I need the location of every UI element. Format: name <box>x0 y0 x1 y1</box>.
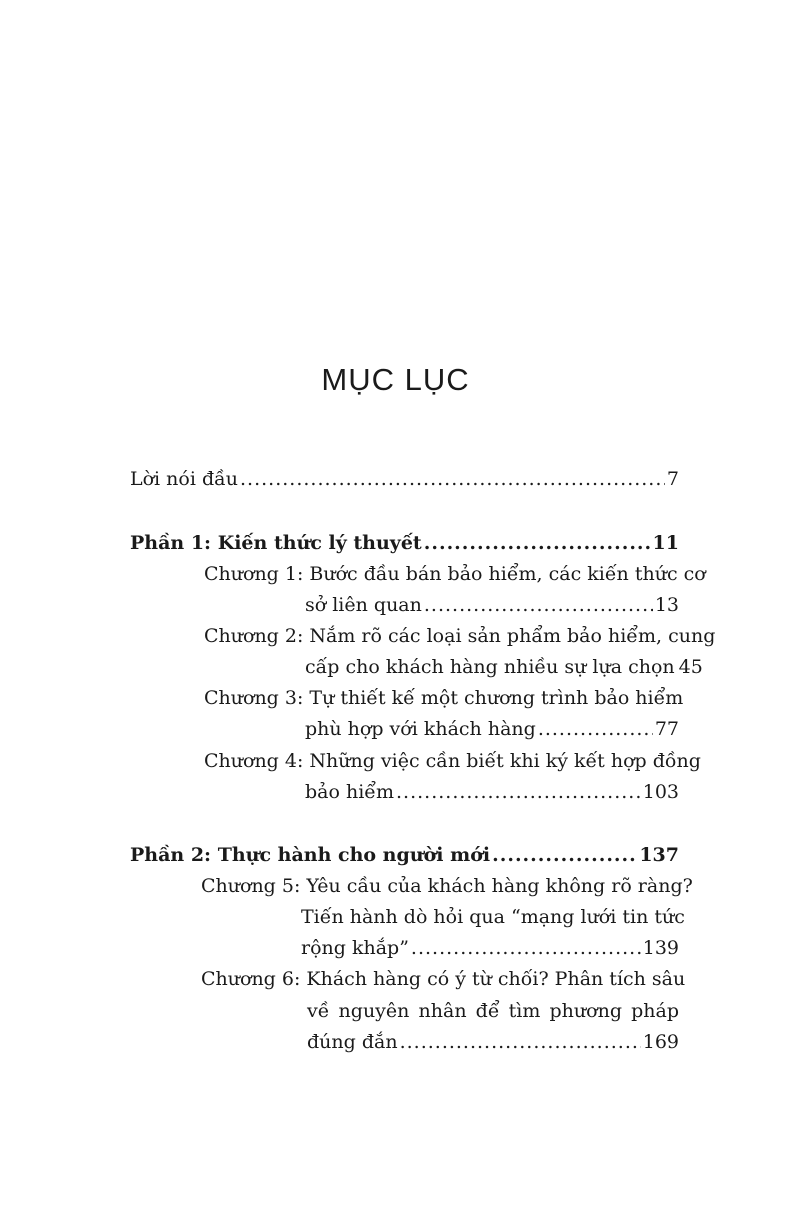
leader-dots <box>424 592 653 618</box>
page-number: 169 <box>642 1031 679 1053</box>
toc-entry-preface[interactable] <box>130 466 679 492</box>
leader-dots <box>396 779 641 805</box>
toc-entry-chapter-3-cont[interactable] <box>305 716 679 742</box>
entry-label: Phần 2: Thực hành cho người mới <box>130 844 491 866</box>
page-number: 45 <box>678 656 703 678</box>
chapter-title-line2: Tiến hành dò hỏi qua “mạng lưới tin tức <box>301 906 685 928</box>
chapter-title-line2: bảo hiểm <box>305 781 394 803</box>
chapter-label: Chương 1: <box>204 563 304 585</box>
leader-dots <box>492 842 637 868</box>
page-number: 137 <box>639 844 679 866</box>
toc-entry-chapter-5-cont1[interactable] <box>301 904 685 930</box>
chapter-title-line3: rộng khắp” <box>301 937 409 959</box>
toc-entry-part-1[interactable] <box>130 530 679 556</box>
toc-entry-chapter-5-cont2[interactable] <box>301 935 679 961</box>
chapter-label: Chương 4: <box>204 750 304 772</box>
chapter-title-line1: Tự thiết kế một chương trình bảo hiểm <box>309 687 684 709</box>
chapter-label: Chương 6: <box>201 968 301 990</box>
chapter-title-line2: về nguyên nhân để tìm phương pháp <box>307 1000 679 1022</box>
page-number: 13 <box>654 594 679 616</box>
toc-entry-chapter-1-cont[interactable] <box>305 592 679 618</box>
toc-title: MỤC LỤC <box>321 362 470 397</box>
chapter-title-line2: phù hợp với khách hàng <box>305 718 536 740</box>
page-number: 77 <box>654 718 679 740</box>
chapter-label: Chương 5: <box>201 875 301 897</box>
toc-entry-chapter-3[interactable] <box>204 685 684 711</box>
toc-entry-chapter-2-cont[interactable] <box>305 654 703 680</box>
toc-entry-part-2[interactable] <box>130 842 679 868</box>
toc-entry-chapter-6-cont1[interactable] <box>307 998 679 1024</box>
leader-dots <box>424 530 651 556</box>
chapter-title-line2: cấp cho khách hàng nhiều sự lựa chọn <box>305 656 675 678</box>
toc-entry-chapter-6[interactable] <box>201 966 686 992</box>
entry-label: Phần 1: Kiến thức lý thuyết <box>130 532 422 554</box>
page-number: 139 <box>642 937 679 959</box>
toc-entry-chapter-5[interactable] <box>201 873 693 899</box>
toc-entry-chapter-1[interactable] <box>204 561 706 587</box>
chapter-title-line1: Khách hàng có ý từ chối? Phân tích sâu <box>306 968 686 990</box>
entry-label: Lời nói đầu <box>130 468 239 490</box>
chapter-label: Chương 3: <box>204 687 304 709</box>
page-number: 11 <box>652 532 679 554</box>
chapter-title-line3: đúng đắn <box>307 1031 398 1053</box>
page-number: 103 <box>642 781 679 803</box>
chapter-label: Chương 2: <box>204 625 304 647</box>
toc-entry-chapter-2[interactable] <box>204 623 716 649</box>
chapter-title-line2: sở liên quan <box>305 594 422 616</box>
leader-dots <box>240 466 665 492</box>
toc-entry-chapter-6-cont2[interactable] <box>307 1029 679 1055</box>
leader-dots <box>538 716 653 742</box>
chapter-title-line1: Yêu cầu của khách hàng không rõ ràng? <box>306 875 693 897</box>
chapter-title-line1: Nắm rõ các loại sản phẩm bảo hiểm, cung <box>309 625 716 647</box>
toc-entry-chapter-4[interactable] <box>204 748 701 774</box>
chapter-title-line1: Những việc cần biết khi ký kết hợp đồng <box>309 750 701 772</box>
page-number: 7 <box>666 468 679 490</box>
toc-entry-chapter-4-cont[interactable] <box>305 779 679 805</box>
chapter-title-line1: Bước đầu bán bảo hiểm, các kiến thức cơ <box>309 563 706 585</box>
leader-dots <box>411 935 641 961</box>
leader-dots <box>400 1029 641 1055</box>
